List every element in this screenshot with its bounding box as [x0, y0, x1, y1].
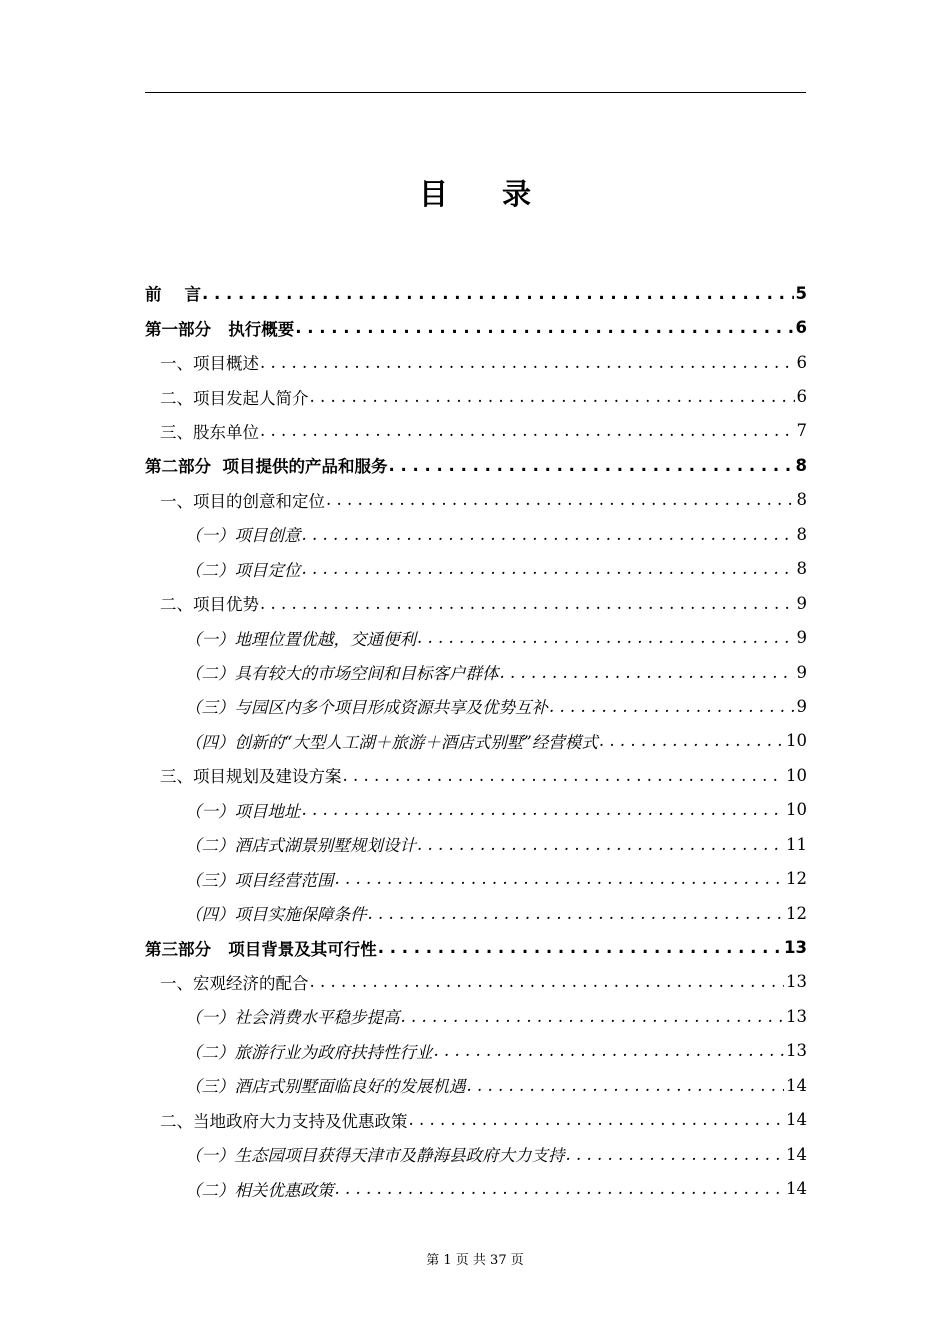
toc-entry-label: 第三部分 项目背景及其可行性 — [145, 939, 377, 959]
toc-entry[interactable] — [145, 758, 807, 792]
toc-entry[interactable] — [145, 1103, 807, 1137]
toc-dot-leader — [260, 353, 795, 372]
toc-dot-leader — [566, 1145, 785, 1164]
toc-entry-label: （一）社会消费水平稳步提高 — [185, 1008, 400, 1028]
toc-entry[interactable] — [145, 586, 807, 620]
toc-dot-leader — [599, 731, 784, 750]
toc-entry-label: 一、项目的创意和定位 — [160, 491, 325, 511]
toc-entry[interactable] — [145, 414, 807, 448]
toc-dot-leader — [417, 628, 795, 647]
toc-entry-label: （二）酒店式湖景别墅规划设计 — [185, 836, 416, 856]
toc-entry-label: （二）项目定位 — [185, 560, 301, 580]
toc-entry-label: 二、当地政府大力支持及优惠政策 — [160, 1111, 408, 1131]
toc-dot-leader — [302, 525, 795, 544]
toc-entry[interactable] — [145, 655, 807, 689]
toc-entry-page-number: 13 — [786, 972, 807, 992]
toc-entry-page-number: 11 — [786, 834, 807, 854]
toc-entry-label: （一）地理位置优越，交通便利 — [185, 629, 416, 649]
toc-entry-label: （二）相关优惠政策 — [185, 1180, 334, 1200]
toc-entry-page-number: 10 — [786, 800, 807, 820]
toc-entry[interactable] — [145, 724, 807, 758]
toc-entry-label: （一）生态园项目获得天津市及静海县政府大力支持 — [185, 1146, 565, 1166]
toc-dot-leader — [389, 456, 794, 475]
toc-entry-label: （四）项目实施保障条件 — [185, 905, 367, 925]
toc-entry-label: 三、股东单位 — [160, 422, 259, 442]
toc-entry-page-number: 13 — [784, 938, 807, 958]
toc-entry-page-number: 6 — [795, 318, 807, 338]
toc-dot-leader — [417, 835, 784, 854]
toc-entry[interactable] — [145, 861, 807, 895]
toc-entry-page-number: 13 — [786, 1006, 807, 1026]
toc-dot-leader — [434, 1041, 785, 1060]
toc-dot-leader — [500, 663, 795, 682]
toc-entry-page-number: 10 — [786, 765, 807, 785]
toc-entry-page-number: 8 — [796, 559, 807, 579]
toc-entry[interactable] — [145, 1171, 807, 1205]
toc-entry[interactable] — [145, 965, 807, 999]
toc-entry-page-number: 9 — [796, 696, 807, 716]
toc-dot-leader — [378, 938, 782, 957]
toc-entry[interactable] — [145, 1068, 807, 1102]
table-of-contents — [145, 276, 807, 1206]
toc-entry[interactable] — [145, 448, 807, 482]
toc-dot-leader — [368, 904, 785, 923]
toc-entry-label: （一）项目地址 — [185, 801, 301, 821]
toc-entry-label: （三）与园区内多个项目形成资源共享及优势互补 — [185, 698, 548, 718]
toc-entry[interactable] — [145, 1034, 807, 1068]
toc-entry-page-number: 6 — [796, 387, 807, 407]
toc-entry-page-number: 14 — [786, 1179, 807, 1199]
toc-entry[interactable] — [145, 345, 807, 379]
toc-entry[interactable] — [145, 689, 807, 723]
toc-entry[interactable] — [145, 999, 807, 1033]
toc-dot-leader — [343, 766, 785, 785]
toc-entry-page-number: 12 — [786, 903, 807, 923]
toc-entry-page-number: 8 — [795, 455, 807, 475]
toc-entry[interactable] — [145, 517, 807, 551]
toc-entry-label: 二、项目发起人简介 — [160, 388, 309, 408]
toc-dot-leader — [260, 421, 795, 440]
toc-entry-label: 第二部分 项目提供的产品和服务 — [145, 457, 388, 477]
toc-dot-leader — [202, 284, 794, 303]
toc-entry-page-number: 10 — [786, 731, 807, 751]
toc-entry[interactable] — [145, 276, 807, 310]
toc-entry-label: （二）具有较大的市场空间和目标客户群体 — [185, 664, 499, 684]
toc-dot-leader — [302, 559, 795, 578]
toc-dot-leader — [310, 387, 795, 406]
toc-entry[interactable] — [145, 379, 807, 413]
toc-entry-page-number: 9 — [796, 628, 807, 648]
toc-entry-label: 一、宏观经济的配合 — [160, 973, 309, 993]
toc-entry[interactable] — [145, 310, 807, 344]
toc-entry-page-number: 14 — [786, 1144, 807, 1164]
toc-dot-leader — [295, 318, 793, 337]
page-title: 目 录 — [418, 177, 554, 211]
toc-dot-leader — [260, 594, 795, 613]
toc-dot-leader — [335, 1179, 785, 1198]
toc-entry-page-number: 9 — [796, 593, 807, 613]
toc-dot-leader — [335, 869, 785, 888]
toc-entry[interactable] — [145, 930, 807, 964]
toc-entry[interactable] — [145, 483, 807, 517]
toc-entry-label: （一）项目创意 — [185, 526, 301, 546]
toc-entry-label: （三）酒店式别墅面临良好的发展机遇 — [185, 1077, 466, 1097]
toc-entry-page-number: 8 — [796, 490, 807, 510]
page-footer: 第 1 页 共 37 页 — [426, 1253, 524, 1268]
toc-entry-label: 第一部分 执行概要 — [145, 319, 295, 339]
toc-entry[interactable] — [145, 896, 807, 930]
toc-entry-label: 一、项目概述 — [160, 354, 259, 374]
toc-entry-label: 前 言 — [145, 285, 201, 305]
toc-entry-label: （二）旅游行业为政府扶持性行业 — [185, 1042, 433, 1062]
toc-dot-leader — [302, 800, 785, 819]
toc-dot-leader — [549, 697, 795, 716]
toc-entry-page-number: 8 — [796, 524, 807, 544]
toc-entry-page-number: 6 — [796, 352, 807, 372]
toc-entry-label: 三、项目规划及建设方案 — [160, 767, 342, 787]
toc-entry-page-number: 5 — [795, 283, 807, 303]
toc-dot-leader — [401, 1007, 785, 1026]
toc-entry-page-number: 13 — [786, 1041, 807, 1061]
toc-entry[interactable] — [145, 620, 807, 654]
toc-entry-label: （三）项目经营范围 — [185, 870, 334, 890]
toc-entry[interactable] — [145, 1137, 807, 1171]
toc-entry-label: 二、项目优势 — [160, 595, 259, 615]
toc-entry[interactable] — [145, 552, 807, 586]
toc-entry-page-number: 7 — [796, 421, 807, 441]
toc-dot-leader — [310, 972, 785, 991]
toc-entry-page-number: 14 — [786, 1110, 807, 1130]
toc-dot-leader — [326, 490, 795, 509]
toc-entry-label: （四）创新的“大型人工湖＋旅游＋酒店式别墅”经营模式 — [185, 732, 598, 752]
toc-entry-page-number: 9 — [796, 662, 807, 682]
toc-entry[interactable] — [145, 827, 807, 861]
toc-entry[interactable] — [145, 793, 807, 827]
toc-dot-leader — [467, 1076, 785, 1095]
toc-entry-page-number: 12 — [786, 869, 807, 889]
toc-entry-page-number: 14 — [786, 1075, 807, 1095]
header-rule — [145, 92, 806, 93]
toc-dot-leader — [409, 1110, 785, 1129]
